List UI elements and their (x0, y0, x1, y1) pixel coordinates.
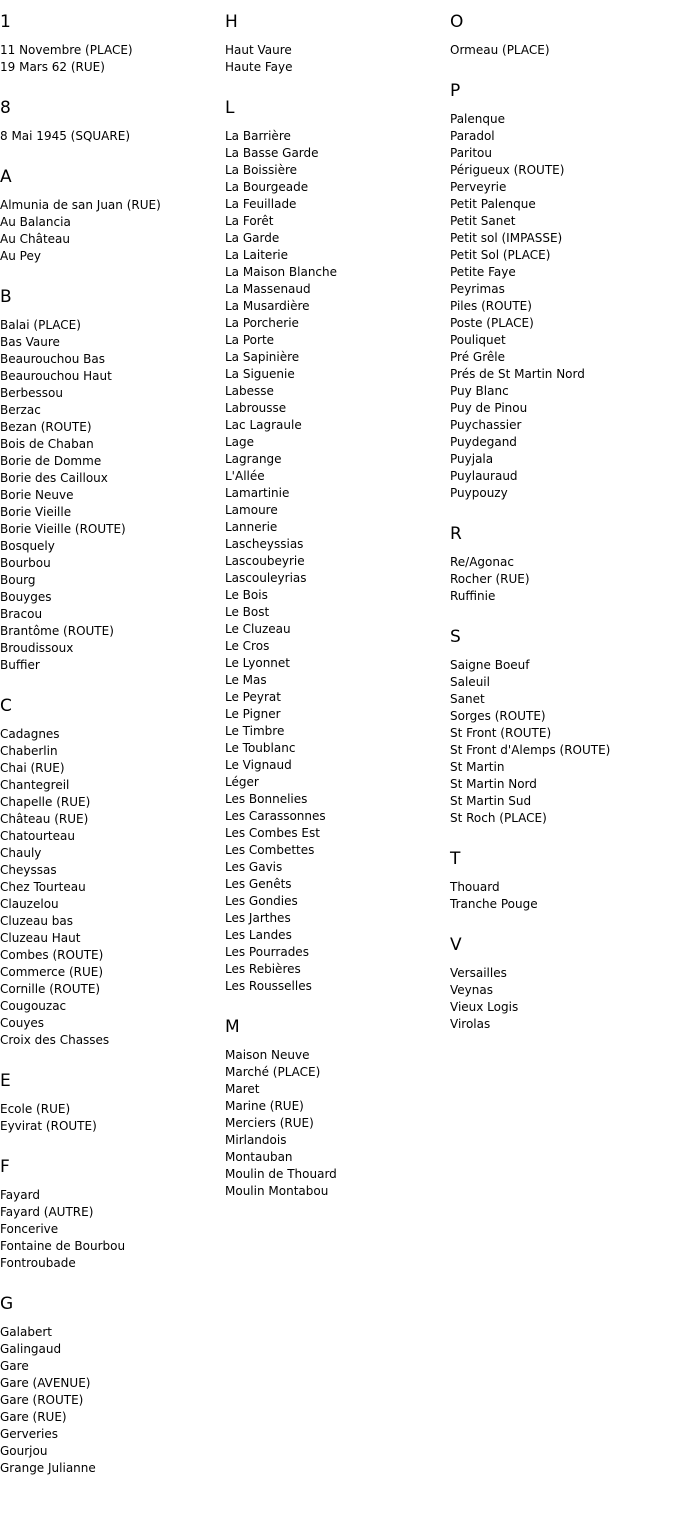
street-link[interactable]: Buffier (0, 658, 40, 672)
street-link[interactable]: Peyrimas (450, 282, 505, 296)
street-link[interactable]: Cluzeau Haut (0, 931, 81, 945)
street-link[interactable]: Gerveries (0, 1427, 59, 1441)
street-list (0, 1101, 225, 1135)
street-link[interactable]: Berzac (0, 403, 41, 417)
index-column (225, 12, 450, 1222)
letter-section (0, 696, 225, 1049)
street-link[interactable]: St Front d'Alemps (ROUTE) (450, 743, 611, 757)
section-letter-heading: C (0, 696, 12, 716)
letter-section (450, 524, 675, 605)
section-letter-heading: H (225, 12, 238, 32)
letter-section (0, 1157, 225, 1272)
street-list (0, 197, 225, 265)
street-link[interactable]: 11 Novembre (PLACE) (0, 43, 133, 57)
street-link[interactable]: Cluzeau bas (0, 914, 73, 928)
street-link[interactable]: Piles (ROUTE) (450, 299, 532, 313)
street-link[interactable]: Petit sol (IMPASSE) (450, 231, 563, 245)
street-link[interactable]: Palenque (450, 112, 505, 126)
letter-section (450, 81, 675, 502)
street-list (450, 554, 675, 605)
street-link[interactable]: Couyes (0, 1016, 45, 1030)
street-link[interactable]: St Roch (PLACE) (450, 811, 547, 825)
street-link[interactable]: La Barrière (225, 129, 291, 143)
street-link[interactable]: Broudissoux (0, 641, 74, 655)
street-link[interactable]: Les Gavis (225, 860, 283, 874)
street-link[interactable]: Puyjala (450, 452, 494, 466)
street-link[interactable]: Gare (RUE) (0, 1410, 67, 1424)
street-link[interactable]: Fontaine de Bourbou (0, 1239, 126, 1253)
section-letter-heading: F (0, 1157, 10, 1177)
street-link[interactable]: Les Rebières (225, 962, 301, 976)
street-link[interactable]: Ormeau (PLACE) (450, 43, 550, 57)
street-link[interactable]: Vieux Logis (450, 1000, 519, 1014)
street-list (450, 879, 675, 913)
street-link[interactable]: Le Toublanc (225, 741, 296, 755)
street-link[interactable]: Les Combettes (225, 843, 315, 857)
street-list (225, 1047, 450, 1200)
street-link[interactable]: Bois de Chaban (0, 437, 94, 451)
street-link[interactable]: La Feuillade (225, 197, 297, 211)
street-link[interactable]: Les Landes (225, 928, 292, 942)
street-list (450, 965, 675, 1033)
street-link[interactable]: Puychassier (450, 418, 522, 432)
street-link[interactable]: Lascoubeyrie (225, 554, 305, 568)
street-link[interactable]: Mirlandois (225, 1133, 287, 1147)
street-link[interactable]: La Musardière (225, 299, 310, 313)
street-list (225, 42, 450, 76)
street-link[interactable]: Léger (225, 775, 259, 789)
section-letter-heading: O (450, 12, 464, 32)
street-link[interactable]: St Martin Sud (450, 794, 532, 808)
street-link[interactable]: Rocher (RUE) (450, 572, 530, 586)
letter-section (0, 167, 225, 265)
street-link[interactable]: La Porcherie (225, 316, 299, 330)
street-link[interactable]: Lascheyssias (225, 537, 304, 551)
street-link[interactable]: Haut Vaure (225, 43, 292, 57)
street-link[interactable]: Sorges (ROUTE) (450, 709, 546, 723)
street-link[interactable]: Saleuil (450, 675, 490, 689)
street-link[interactable]: Galabert (0, 1325, 52, 1339)
street-link[interactable]: Balai (PLACE) (0, 318, 81, 332)
street-list (450, 657, 675, 827)
street-link[interactable]: Almunia de san Juan (RUE) (0, 198, 161, 212)
street-link[interactable]: Bezan (ROUTE) (0, 420, 92, 434)
street-link[interactable]: Foncerive (0, 1222, 59, 1236)
street-link[interactable]: Les Pourrades (225, 945, 309, 959)
street-link[interactable]: 19 Mars 62 (RUE) (0, 60, 105, 74)
street-link[interactable]: Puylauraud (450, 469, 518, 483)
street-link[interactable]: Les Carassonnes (225, 809, 326, 823)
street-link[interactable]: Maret (225, 1082, 260, 1096)
street-link[interactable]: La Porte (225, 333, 275, 347)
street-link[interactable]: Galingaud (0, 1342, 62, 1356)
street-link[interactable]: Virolas (450, 1017, 491, 1031)
street-list (0, 42, 225, 76)
street-link[interactable]: Chaberlin (0, 744, 58, 758)
street-link[interactable]: La Siguenie (225, 367, 295, 381)
street-link[interactable]: Paradol (450, 129, 495, 143)
street-link[interactable]: La Massenaud (225, 282, 311, 296)
street-link[interactable]: Borie Vieille (0, 505, 72, 519)
section-letter-heading: R (450, 524, 462, 544)
street-link[interactable]: Pré Grêle (450, 350, 505, 364)
street-link[interactable]: Merciers (RUE) (225, 1116, 314, 1130)
street-link[interactable]: Le Pigner (225, 707, 281, 721)
street-link[interactable]: Les Jarthes (225, 911, 291, 925)
street-link[interactable]: Haute Faye (225, 60, 293, 74)
section-letter-heading: 1 (0, 12, 11, 32)
street-link[interactable]: Beaurouchou Bas (0, 352, 105, 366)
letter-section (0, 12, 225, 76)
street-link[interactable]: Gare (0, 1359, 29, 1373)
street-link[interactable]: Chantegreil (0, 778, 70, 792)
street-link[interactable]: Borie des Cailloux (0, 471, 108, 485)
street-link[interactable]: Ruffinie (450, 589, 496, 603)
letter-section (0, 1071, 225, 1135)
section-letter-heading: M (225, 1017, 240, 1037)
street-list (225, 128, 450, 995)
street-link[interactable]: Les Rousselles (225, 979, 312, 993)
street-link[interactable]: Petit Palenque (450, 197, 536, 211)
street-link[interactable]: Bracou (0, 607, 43, 621)
street-link[interactable]: Le Vignaud (225, 758, 292, 772)
street-link[interactable]: Prés de St Martin Nord (450, 367, 585, 381)
street-link[interactable]: Maison Neuve (225, 1048, 310, 1062)
street-link[interactable]: Au Château (0, 232, 71, 246)
street-link[interactable]: Le Cros (225, 639, 270, 653)
street-list (0, 1324, 225, 1477)
letter-section (225, 1017, 450, 1200)
street-link[interactable]: Le Timbre (225, 724, 285, 738)
section-letter-heading: P (450, 81, 461, 101)
street-list (0, 128, 225, 145)
street-link[interactable]: La Laiterie (225, 248, 288, 262)
letter-section (0, 287, 225, 674)
street-link[interactable]: Tranche Pouge (450, 897, 538, 911)
street-list (0, 726, 225, 1049)
street-link[interactable]: Cougouzac (0, 999, 67, 1013)
street-link[interactable]: Au Balancia (0, 215, 71, 229)
street-link[interactable]: St Martin Nord (450, 777, 537, 791)
street-link[interactable]: Cornille (ROUTE) (0, 982, 101, 996)
street-link[interactable]: Saigne Boeuf (450, 658, 530, 672)
section-letter-heading: T (450, 849, 461, 869)
street-link[interactable]: Berbessou (0, 386, 63, 400)
street-link[interactable]: Veynas (450, 983, 493, 997)
letter-section (225, 12, 450, 76)
street-link[interactable]: Puydegand (450, 435, 517, 449)
street-link[interactable]: Borie Vieille (ROUTE) (0, 522, 126, 536)
street-link[interactable]: Gare (AVENUE) (0, 1376, 91, 1390)
street-link[interactable]: L'Allée (225, 469, 265, 483)
street-link[interactable]: Fayard (AUTRE) (0, 1205, 94, 1219)
letter-section (450, 627, 675, 827)
index-column (450, 12, 675, 1055)
street-link[interactable]: La Bourgeade (225, 180, 309, 194)
letter-section (450, 849, 675, 913)
section-letter-heading: G (0, 1294, 14, 1314)
street-link[interactable]: Château (RUE) (0, 812, 89, 826)
street-link[interactable]: Au Pey (0, 249, 41, 263)
street-link[interactable]: Thouard (450, 880, 500, 894)
street-link[interactable]: Croix des Chasses (0, 1033, 110, 1047)
street-link[interactable]: Re/Agonac (450, 555, 514, 569)
street-link[interactable]: Le Bost (225, 605, 270, 619)
street-link[interactable]: Marché (PLACE) (225, 1065, 321, 1079)
section-letter-heading: B (0, 287, 12, 307)
street-link[interactable]: Bosquely (0, 539, 55, 553)
street-link[interactable]: Lamoure (225, 503, 278, 517)
street-link[interactable]: Eyvirat (ROUTE) (0, 1119, 97, 1133)
street-list (0, 1187, 225, 1272)
street-list (450, 42, 675, 59)
section-letter-heading: S (450, 627, 461, 647)
letter-section (225, 98, 450, 995)
street-link[interactable]: Cheyssas (0, 863, 57, 877)
street-link[interactable]: Fayard (0, 1188, 40, 1202)
street-link[interactable]: Chatourteau (0, 829, 75, 843)
street-link[interactable]: Les Bonnelies (225, 792, 308, 806)
section-letter-heading: V (450, 935, 462, 955)
street-link[interactable]: Fontroubade (0, 1256, 76, 1270)
section-letter-heading: E (0, 1071, 11, 1091)
street-link[interactable]: Clauzelou (0, 897, 59, 911)
street-link[interactable]: Borie de Domme (0, 454, 102, 468)
street-link[interactable]: Périgueux (ROUTE) (450, 163, 565, 177)
letter-section (0, 1294, 225, 1477)
street-link[interactable]: Bas Vaure (0, 335, 60, 349)
street-link[interactable]: Pouliquet (450, 333, 506, 347)
section-letter-heading: 8 (0, 98, 11, 118)
street-link[interactable]: Le Mas (225, 673, 267, 687)
street-link[interactable]: Brantôme (ROUTE) (0, 624, 114, 638)
street-link[interactable]: Lamartinie (225, 486, 290, 500)
letter-section (0, 98, 225, 145)
street-link[interactable]: Lagrange (225, 452, 282, 466)
street-link[interactable]: Marine (RUE) (225, 1099, 304, 1113)
street-link[interactable]: La Maison Blanche (225, 265, 338, 279)
letter-section (450, 935, 675, 1033)
street-link[interactable]: Chauly (0, 846, 42, 860)
street-link[interactable]: Commerce (RUE) (0, 965, 104, 979)
street-link[interactable]: Gourjou (0, 1444, 48, 1458)
street-link[interactable]: Petit Sanet (450, 214, 516, 228)
street-link[interactable]: Petite Faye (450, 265, 516, 279)
street-link[interactable]: Versailles (450, 966, 507, 980)
street-link[interactable]: Puy Blanc (450, 384, 509, 398)
street-link[interactable]: Combes (ROUTE) (0, 948, 104, 962)
street-link[interactable]: Les Gondies (225, 894, 298, 908)
street-link[interactable]: Perveyrie (450, 180, 507, 194)
street-link[interactable]: Bouyges (0, 590, 52, 604)
street-link[interactable]: Gare (ROUTE) (0, 1393, 84, 1407)
street-link[interactable]: La Sapinière (225, 350, 300, 364)
street-link[interactable]: Borie Neuve (0, 488, 74, 502)
street-link[interactable]: Moulin Montabou (225, 1184, 329, 1198)
street-link[interactable]: La Forêt (225, 214, 274, 228)
street-link[interactable]: Labesse (225, 384, 274, 398)
street-link[interactable]: Les Genêts (225, 877, 292, 891)
street-link[interactable]: Sanet (450, 692, 485, 706)
street-link[interactable]: Moulin de Thouard (225, 1167, 337, 1181)
letter-section (450, 12, 675, 59)
street-link[interactable]: Beaurouchou Haut (0, 369, 112, 383)
street-link[interactable]: Grange Julianne (0, 1461, 96, 1475)
street-link[interactable]: Puy de Pinou (450, 401, 528, 415)
street-link[interactable]: La Garde (225, 231, 280, 245)
street-link[interactable]: Cadagnes (0, 727, 60, 741)
street-link[interactable]: Puypouzy (450, 486, 508, 500)
street-link[interactable]: Paritou (450, 146, 492, 160)
street-link[interactable]: Lascouleyrias (225, 571, 307, 585)
street-link[interactable]: Chez Tourteau (0, 880, 86, 894)
street-link[interactable]: Ecole (RUE) (0, 1102, 71, 1116)
street-link[interactable]: Les Combes Est (225, 826, 320, 840)
street-link[interactable]: Chapelle (RUE) (0, 795, 91, 809)
index-column (0, 12, 225, 1499)
street-link[interactable]: St Martin (450, 760, 505, 774)
street-link[interactable]: Lac Lagraule (225, 418, 302, 432)
street-link[interactable]: Labrousse (225, 401, 287, 415)
street-link[interactable]: Bourg (0, 573, 36, 587)
street-link[interactable]: Lage (225, 435, 255, 449)
street-link[interactable]: Le Lyonnet (225, 656, 290, 670)
street-link[interactable]: Petit Sol (PLACE) (450, 248, 551, 262)
section-letter-heading: L (225, 98, 235, 118)
street-link[interactable]: St Front (ROUTE) (450, 726, 552, 740)
section-letter-heading: A (0, 167, 12, 187)
street-list (0, 317, 225, 674)
street-list (450, 111, 675, 502)
street-link[interactable]: Le Bois (225, 588, 268, 602)
street-link[interactable]: Chai (RUE) (0, 761, 65, 775)
street-link[interactable]: 8 Mai 1945 (SQUARE) (0, 129, 130, 143)
street-link[interactable]: Montauban (225, 1150, 293, 1164)
street-link[interactable]: Poste (PLACE) (450, 316, 534, 330)
street-link[interactable]: La Basse Garde (225, 146, 319, 160)
street-link[interactable]: Bourbou (0, 556, 51, 570)
street-link[interactable]: Le Cluzeau (225, 622, 291, 636)
street-link[interactable]: La Boissière (225, 163, 298, 177)
street-link[interactable]: Le Peyrat (225, 690, 281, 704)
street-link[interactable]: Lannerie (225, 520, 278, 534)
